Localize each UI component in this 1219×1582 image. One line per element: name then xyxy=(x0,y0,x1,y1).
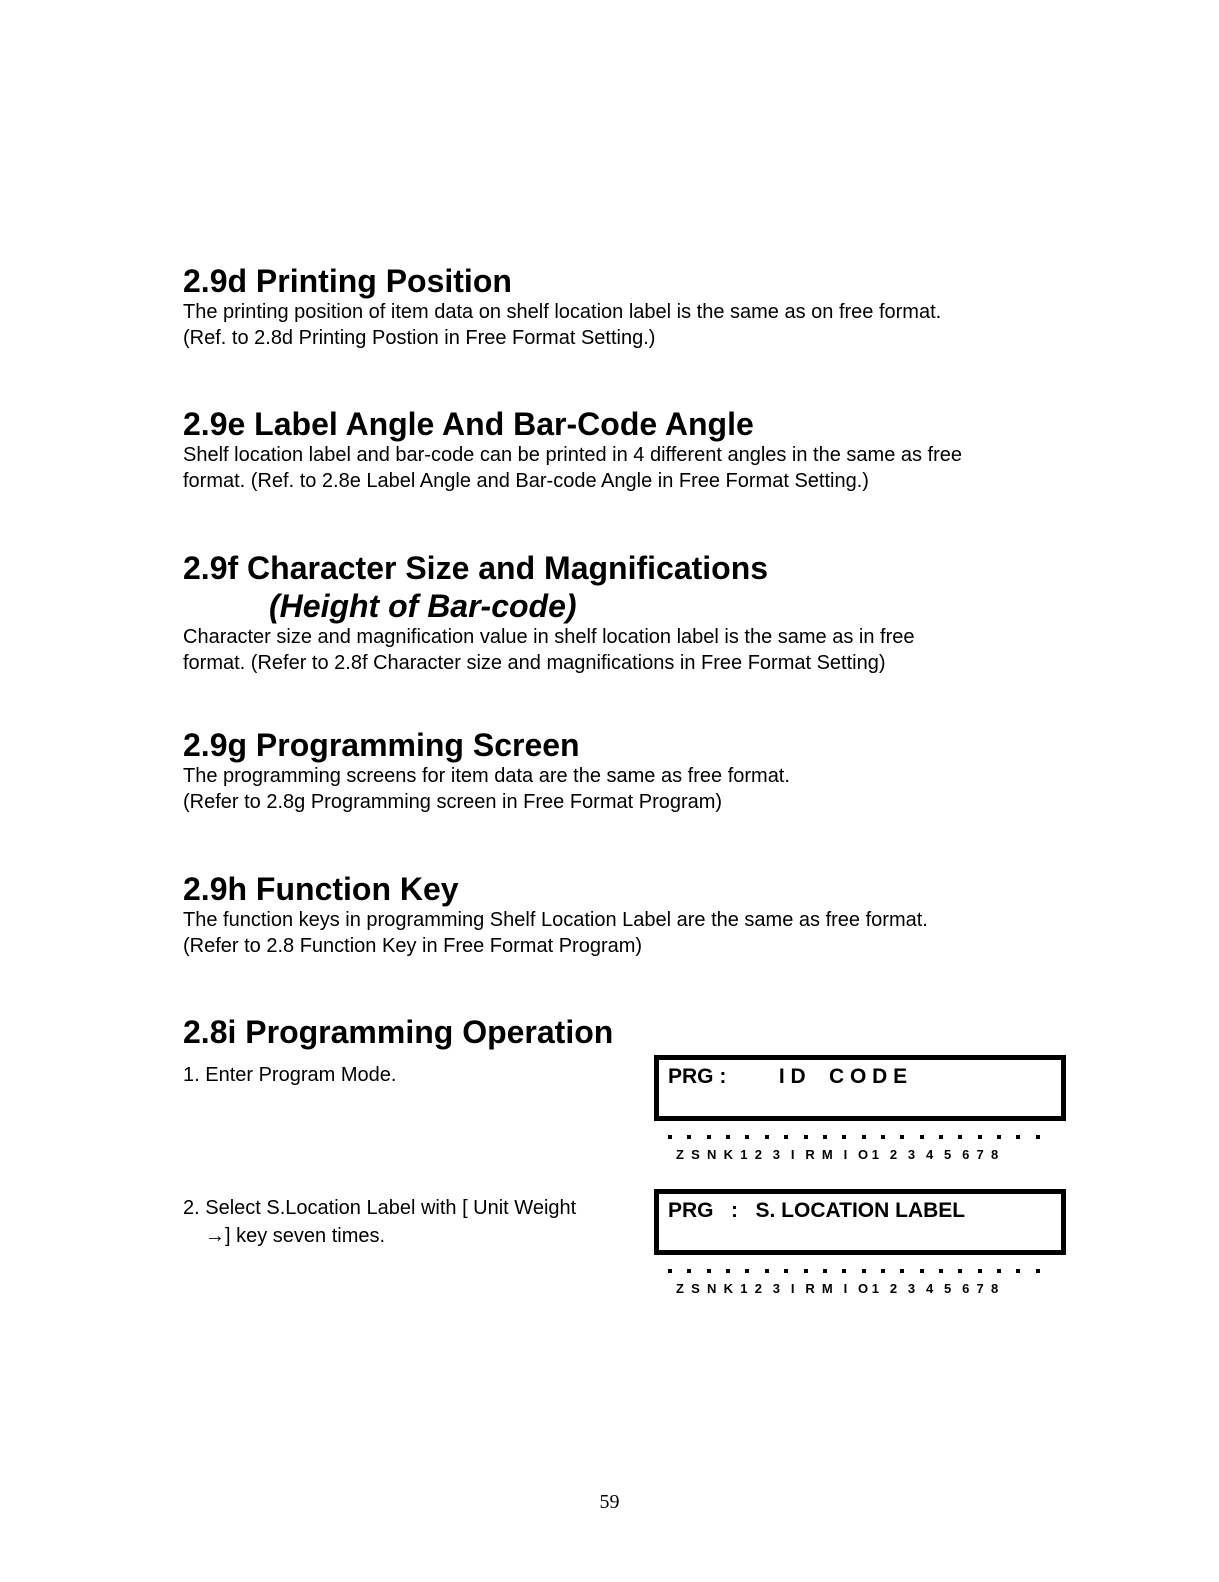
body-line: Character size and magnification value in shelf location label is the same as in free xyxy=(183,626,915,648)
section-heading: 2.9d Printing Position xyxy=(183,263,512,299)
body-line: format. (Refer to 2.8f Character size and magnifications in Free Format Setting) xyxy=(183,651,886,674)
indicator-dot xyxy=(823,1135,827,1139)
indicator-dot xyxy=(958,1269,962,1273)
indicator-dot xyxy=(978,1135,982,1139)
indicator-dot xyxy=(707,1135,711,1139)
heading-subtitle: (Height of Bar-code) xyxy=(269,588,577,624)
body-line: (Refer to 2.8 Function Key in Free Format Program) xyxy=(183,934,643,957)
indicator-dot xyxy=(997,1135,1001,1139)
lcd-text: PRG : S. LOCATION LABEL xyxy=(668,1199,966,1222)
section-heading: 2.9e Label Angle And Bar-Code Angle xyxy=(183,406,754,442)
step-1-text xyxy=(183,1061,396,1089)
indicator-dot xyxy=(668,1269,672,1273)
step-2-text xyxy=(183,1194,576,1250)
indicator-dot xyxy=(920,1135,924,1139)
body-line: (Ref. to 2.8d Printing Postion in Free Format Setting.) xyxy=(183,326,656,349)
step-line: 2. Select S.Location Label with [ Unit Weight xyxy=(183,1197,577,1219)
indicator-dot xyxy=(900,1135,904,1139)
indicator-dot xyxy=(784,1135,788,1139)
section-2-8i xyxy=(183,1013,1083,1051)
indicator-dot xyxy=(1016,1269,1020,1273)
indicator-dot xyxy=(823,1269,827,1273)
indicator-dot xyxy=(804,1269,808,1273)
indicator-dot xyxy=(1016,1135,1020,1139)
lcd-text: PRG : I D C O D E xyxy=(668,1065,908,1088)
body-line: Shelf location label and bar-code can be printed in 4 different angles in the same as free xyxy=(183,444,963,466)
indicator-dot xyxy=(687,1269,691,1273)
step-line: 1. Enter Program Mode. xyxy=(183,1064,397,1086)
indicator-dot xyxy=(1036,1269,1040,1273)
body-line: The function keys in programming Shelf Location Label are the same as free format. xyxy=(183,909,928,931)
indicator-dot xyxy=(726,1269,730,1273)
lcd-indicator-dots xyxy=(668,1131,1040,1143)
section-heading: 2.8i Programming Operation xyxy=(183,1014,614,1050)
section-2-9g xyxy=(183,726,1083,815)
indicator-dot xyxy=(939,1269,943,1273)
body-line: format. (Ref. to 2.8e Label Angle and Bar-code Angle in Free Format Setting.) xyxy=(183,469,869,492)
lcd-display-step-1 xyxy=(654,1055,1066,1121)
section-heading: 2.9g Programming Screen xyxy=(183,727,580,763)
indicator-dot xyxy=(765,1135,769,1139)
indicator-dot xyxy=(765,1269,769,1273)
indicator-dot xyxy=(842,1269,846,1273)
indicator-dot xyxy=(707,1269,711,1273)
indicator-dot xyxy=(900,1269,904,1273)
indicator-dot xyxy=(726,1135,730,1139)
section-2-9d xyxy=(183,262,1083,351)
indicator-dot xyxy=(784,1269,788,1273)
indicator-dot xyxy=(745,1269,749,1273)
lcd-annunciator-labels: Z S N K 1 2 3 I R M I O 1 2 3 4 5 6 7 8 xyxy=(676,1147,999,1162)
indicator-dot xyxy=(687,1135,691,1139)
indicator-dot xyxy=(978,1269,982,1273)
indicator-dot xyxy=(1036,1135,1040,1139)
lcd-indicator-dots xyxy=(668,1265,1040,1277)
indicator-dot xyxy=(668,1135,672,1139)
section-2-9h xyxy=(183,870,1083,959)
section-2-9f xyxy=(183,549,1083,676)
section-heading: 2.9h Function Key xyxy=(183,871,459,907)
indicator-dot xyxy=(997,1269,1001,1273)
indicator-dot xyxy=(939,1135,943,1139)
indicator-dot xyxy=(881,1269,885,1273)
indicator-dot xyxy=(862,1135,866,1139)
body-line: (Refer to 2.8g Programming screen in Free Format Program) xyxy=(183,790,723,813)
indicator-dot xyxy=(862,1269,866,1273)
section-2-9e xyxy=(183,405,1083,494)
heading-main: 2.9f Character Size and Magnifications xyxy=(183,550,769,586)
indicator-dot xyxy=(745,1135,749,1139)
lcd-display-step-2 xyxy=(654,1189,1066,1255)
indicator-dot xyxy=(881,1135,885,1139)
lcd-annunciator-labels: Z S N K 1 2 3 I R M I O 1 2 3 4 5 6 7 8 xyxy=(676,1281,999,1296)
body-line: The printing position of item data on shelf location label is the same as on free format. xyxy=(183,301,942,323)
body-line: The programming screens for item data are the same as free format. xyxy=(183,765,790,787)
indicator-dot xyxy=(804,1135,808,1139)
indicator-dot xyxy=(842,1135,846,1139)
indicator-dot xyxy=(958,1135,962,1139)
indicator-dot xyxy=(920,1269,924,1273)
section-heading xyxy=(183,549,1083,625)
step-line-continued: →] key seven times. xyxy=(205,1225,386,1247)
page-number: 59 xyxy=(599,1491,620,1513)
